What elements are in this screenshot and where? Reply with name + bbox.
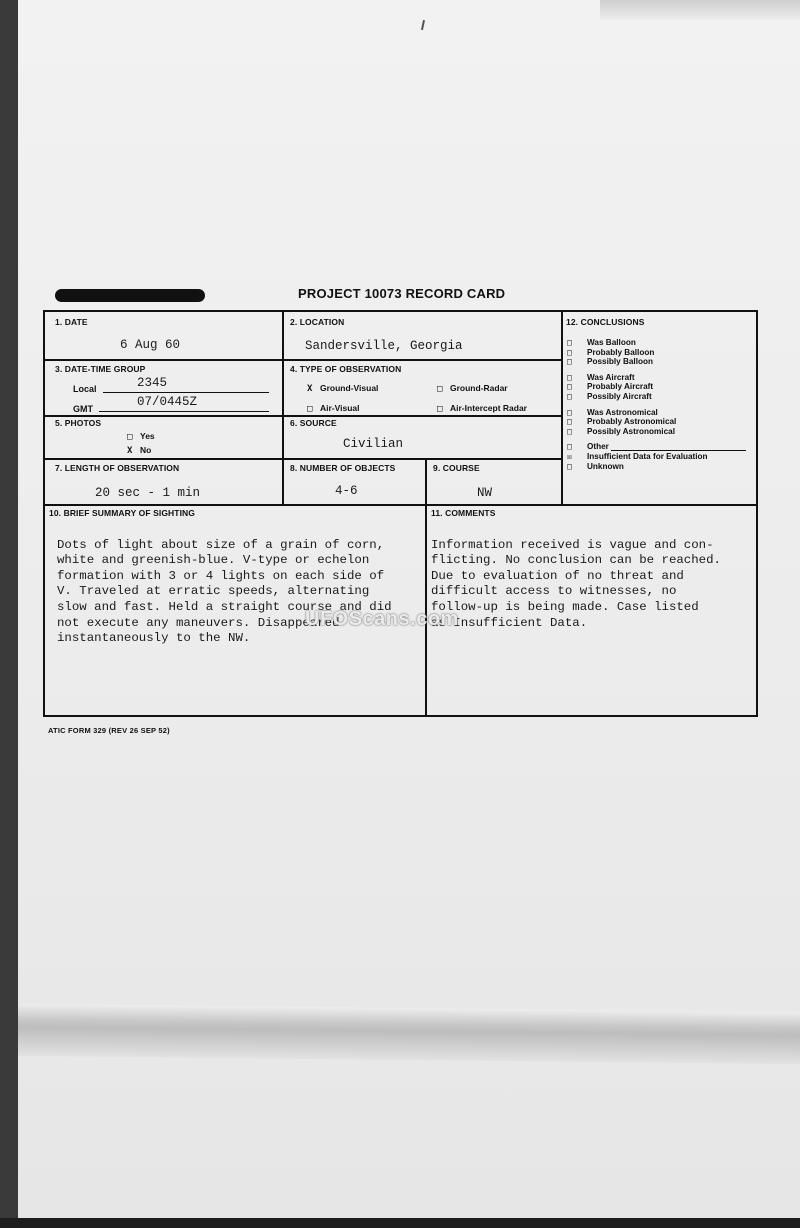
summary-line: Dots of light about size of a grain of corn, <box>57 537 385 552</box>
comments-line: as Insufficient Data. <box>431 615 588 630</box>
observation-type-label: 4. TYPE OF OBSERVATION <box>290 364 402 374</box>
conclusion-insufficient-data: ☒ Insufficient Data for Evaluation <box>567 451 708 461</box>
photos-yes-mark: □ <box>127 432 133 442</box>
comments-text <box>431 522 721 662</box>
conclusions-label: 12. CONCLUSIONS <box>566 317 645 327</box>
photos-no: X No <box>127 445 152 456</box>
comments-label: 11. COMMENTS <box>431 508 496 518</box>
number-objects-label: 8. NUMBER OF OBJECTS <box>290 463 396 473</box>
option-air-visual: □ Air-Visual <box>307 403 360 414</box>
conclusion-possibly-balloon: □ Possibly Balloon <box>567 357 653 367</box>
local-underline <box>103 392 269 393</box>
source-label: 6. SOURCE <box>290 418 337 428</box>
divider <box>425 458 427 717</box>
conclusion-possibly-aircraft: □ Possibly Aircraft <box>567 391 652 401</box>
local-value: 2345 <box>137 376 168 390</box>
summary-line: not execute any maneuvers. Disappeared <box>57 615 340 630</box>
option-ground-visual: X Ground-Visual <box>307 383 379 394</box>
summary-text <box>57 522 392 678</box>
length-value: 20 sec - 1 min <box>95 486 201 500</box>
paper-fold <box>18 1004 800 1064</box>
summary-label: 10. BRIEF SUMMARY OF SIGHTING <box>49 508 195 518</box>
comments-line: difficult access to witnesses, no <box>431 584 677 599</box>
date-time-group-label: 3. DATE-TIME GROUP <box>55 364 146 374</box>
scan-bottom-edge <box>0 1218 800 1228</box>
source-value: Civilian <box>343 437 404 451</box>
watermark: UFOScans.com <box>305 608 459 630</box>
form-number: ATIC FORM 329 (REV 26 SEP 52) <box>48 726 170 735</box>
comments-line: Due to evaluation of no threat and <box>431 568 684 583</box>
air-visual-mark: □ <box>307 404 313 414</box>
comments-line: follow-up is being made. Case listed <box>431 599 699 614</box>
option-air-intercept-radar: □ Air-Intercept Radar <box>437 403 527 414</box>
conclusions-list <box>567 338 762 471</box>
location-label: 2. LOCATION <box>290 317 345 327</box>
photos-label: 5. PHOTOS <box>55 418 102 428</box>
conclusion-was-balloon: □ Was Balloon <box>567 338 636 347</box>
conclusion-unknown: □ Unknown <box>567 461 624 471</box>
gmt-label: GMT <box>73 404 93 414</box>
option-ground-radar: □ Ground-Radar <box>437 383 508 394</box>
gmt-underline <box>99 411 269 412</box>
divider <box>45 458 562 460</box>
conclusion-possibly-astronomical: □ Possibly Astronomical <box>567 426 675 436</box>
length-label: 7. LENGTH OF OBSERVATION <box>55 463 180 473</box>
gmt-value: 07/0445Z <box>137 395 198 409</box>
record-card <box>43 310 758 717</box>
conclusion-probably-aircraft: □ Probably Aircraft <box>567 382 654 392</box>
course-value: NW <box>477 486 493 500</box>
divider <box>45 359 562 361</box>
divider <box>282 312 284 505</box>
divider <box>45 504 758 506</box>
card-title: PROJECT 10073 RECORD CARD <box>298 286 506 301</box>
photos-no-mark: X <box>127 446 133 456</box>
divider <box>45 415 562 417</box>
air-intercept-radar-mark: □ <box>437 404 443 414</box>
conclusion-probably-astronomical: □ Probably Astronomical <box>567 417 677 427</box>
conclusion-probably-balloon: □ Probably Balloon <box>567 347 655 357</box>
summary-line: instantaneously to the NW. <box>57 631 251 646</box>
local-label: Local <box>73 384 97 394</box>
summary-line: formation with 3 or 4 lights on each side of <box>57 568 385 583</box>
photos-yes: □ Yes <box>127 431 155 442</box>
comments-line: flicting. No conclusion can be reached. <box>431 553 721 568</box>
scan-top-shadow <box>600 0 800 20</box>
conclusion-was-astronomical: □ Was Astronomical <box>567 407 658 417</box>
comments-line: Information received is vague and con- <box>431 537 714 552</box>
ground-radar-mark: □ <box>437 384 443 394</box>
date-value: 6 Aug 60 <box>120 338 181 352</box>
location-value: Sandersville, Georgia <box>305 339 463 353</box>
ground-visual-mark: X <box>307 384 313 394</box>
summary-line: slow and fast. Held a straight course and did <box>57 599 392 614</box>
course-label: 9. COURSE <box>433 463 480 473</box>
date-label: 1. DATE <box>55 317 88 327</box>
summary-line: V. Traveled at erratic speeds, alternating <box>57 584 370 599</box>
redaction-mark <box>55 289 205 302</box>
divider <box>561 312 563 505</box>
conclusion-other: □ Other <box>567 442 762 452</box>
conclusion-was-aircraft: □ Was Aircraft <box>567 372 635 382</box>
number-objects-value: 4-6 <box>335 484 358 498</box>
summary-line: white and greenish-blue. V-type or echelon <box>57 553 370 568</box>
